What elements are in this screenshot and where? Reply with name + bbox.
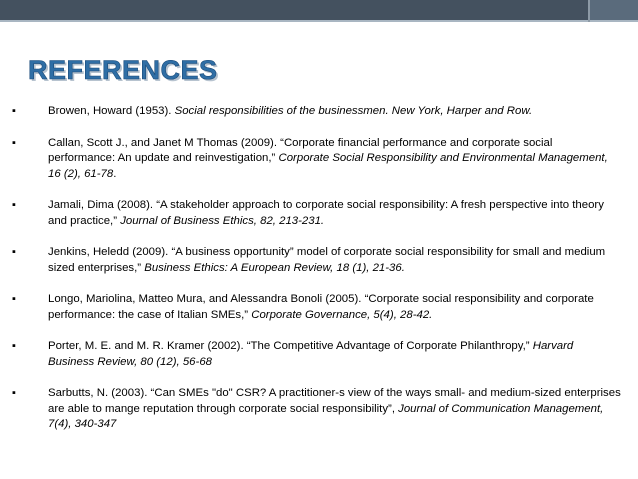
reference-source: Business Ethics: A European Review, 18 (1), 21-36. <box>144 261 405 274</box>
reference-text: Callan, Scott J., and Janet M Thomas (2009). “Corporate financial performance and corporate social performance: An update and reinvestigation,” <box>48 136 553 164</box>
reference-text: Jenkins, Heledd (2009). “A business opportunity” model of corporate social responsibility for small and medium sized enterprises,” <box>48 246 606 274</box>
reference-source: Harvard Business Review, 80 (12), 56-68 <box>48 340 574 368</box>
slide-title: REFERENCES <box>28 55 218 85</box>
reference-item <box>12 339 622 370</box>
reference-item <box>12 245 622 276</box>
top-bar-stripe <box>0 20 638 22</box>
reference-source: Social responsibilities of the businessmen. New York, Harper and Row. <box>174 105 533 117</box>
bullet-icon: ▪ <box>12 340 16 352</box>
bullet-icon: ▪ <box>12 105 16 117</box>
reference-text: Browen, Howard (1953). <box>48 105 175 117</box>
reference-source: Corporate Governance, 5(4), 28-42. <box>251 308 433 321</box>
reference-tail: . <box>113 167 117 180</box>
reference-text: Sarbutts, N. (2003). “Can SMEs "do" CSR? A practitioner-s view of the ways small- and medium-sized enterprises are able to mange reputation through corporate social responsibility”, <box>48 387 621 415</box>
reference-text: Longo, Mariolina, Matteo Mura, and Alessandra Bonoli (2005). “Corporate social responsibility and corporate performance: the case of Italian SMEs,” <box>48 293 594 321</box>
reference-list <box>12 104 622 449</box>
reference-source: Corporate Social Responsibility and Environmental Management, 16 (2), 61-78 <box>48 152 608 180</box>
reference-source: Journal of Communication Management, 7(4), 340-347 <box>48 402 604 430</box>
bullet-icon: ▪ <box>12 387 16 399</box>
reference-item <box>12 292 622 323</box>
reference-item <box>12 104 622 120</box>
bullet-icon: ▪ <box>12 136 16 149</box>
top-bar-accent <box>588 0 638 20</box>
reference-source: Journal of Business Ethics, 82, 213-231. <box>120 214 325 227</box>
reference-item <box>12 386 622 433</box>
bullet-icon: ▪ <box>12 246 16 258</box>
reference-text: Porter, M. E. and M. R. Kramer (2002). “The Competitive Advantage of Corporate Philanthropy,” <box>48 340 533 352</box>
bullet-icon: ▪ <box>12 293 16 305</box>
reference-text: Jamali, Dima (2008). “A stakeholder approach to corporate social responsibility: A fresh perspective into theory and practice,” <box>48 199 604 227</box>
bullet-icon: ▪ <box>12 199 16 211</box>
reference-item <box>12 136 622 183</box>
top-bar-accent-line <box>588 0 590 22</box>
top-bar <box>0 0 638 20</box>
reference-item <box>12 198 622 229</box>
